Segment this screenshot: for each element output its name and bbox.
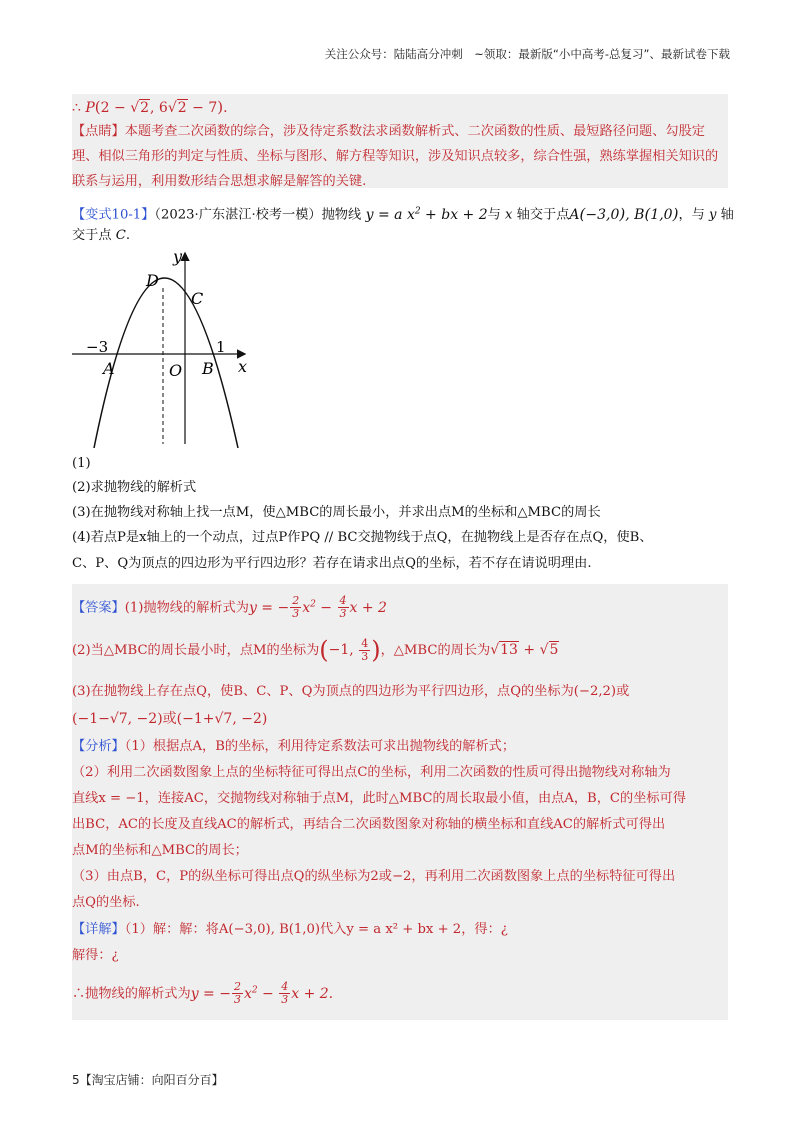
answer-2-text: (2)当△MBC的周长最小时，点M的坐标为 — [72, 643, 320, 658]
variant-equation: y = a $x^2$ + bx + 2 — [361, 206, 488, 223]
label-B: B — [202, 359, 214, 378]
analysis-p1: （1）根据点A，B的坐标，利用待定系数法可求出抛物线的解析式； — [124, 739, 516, 754]
label-y: y — [173, 248, 183, 266]
variant-stem-b: 与 x 轴交于点 — [487, 207, 570, 223]
analysis-2a: （2）利用二次函数图象上点的坐标特征可得出点C的坐标，利用二次函数的性质可得出抛物线对称轴为 — [72, 765, 671, 780]
detail-l1: （1）解：解：将A(−3,0), B(1,0)代入y = a x² + bx + 2，得：¿ — [124, 922, 508, 937]
label-minus3: −3 — [86, 338, 109, 356]
label-O: O — [169, 361, 183, 380]
page-header: 关注公众号：陆陆高分冲刺 ~领取：最新版“小中高考-总复习”、最新试卷下载 — [324, 47, 730, 61]
detail-l3-eq: y = − $\frac{2}{3}$ $x^2$ − $\frac{4}{3}$ x + 2. — [190, 980, 334, 1007]
page-footer — [72, 1071, 224, 1088]
answer-tag: 【答案】 — [72, 600, 125, 616]
analysis-3a: （3）由点B，C，P的纵坐标可得出点Q的纵坐标为2或−2，再利用二次函数图象上点的坐标特征可得出 — [72, 869, 676, 884]
variant-stem-line2: 交于点 C. — [72, 228, 131, 243]
detail-2: 解得：¿ — [72, 948, 119, 963]
label-D: D — [146, 271, 159, 290]
variant-points: A(−3,0), B(1,0) — [569, 204, 679, 223]
variant-tag: 【变式10-1】 — [72, 207, 155, 223]
label-x: x — [238, 357, 248, 376]
variant-stem-c: ，与 y 轴 — [678, 207, 734, 223]
detail-tag: 【详解】 — [72, 922, 125, 937]
analysis-2c: 出BC，AC的长度及直线AC的解析式，再结合二次函数图象对称轴的横坐标和直线AC的解析式可得出 — [72, 817, 666, 832]
analysis-tag: 【分析】 — [72, 739, 125, 754]
label-C: C — [191, 289, 204, 308]
page-number: 5 — [72, 1073, 80, 1087]
analysis-2d: 点M的坐标和△MBC的周长； — [72, 843, 248, 858]
question-2: (2)求抛物线的解析式 — [72, 480, 197, 495]
parabola-figure — [66, 248, 266, 448]
answer-1-text: (1)抛物线的解析式为 — [124, 600, 249, 616]
answer-1 — [72, 590, 728, 623]
detail-l3-text: ∴抛物线的解析式为 — [72, 986, 191, 1002]
answer-3-line2: (−1−√7, −2)或(−1+√7, −2) — [72, 711, 268, 727]
answer-1-eq: y = − $\frac{2}{3}$ $x^2$ − $\frac{4}{3}$ x + 2 — [248, 594, 387, 621]
analysis-1 — [72, 735, 728, 759]
answer-2-text2: ，△MBC的周长为 — [380, 643, 491, 658]
question-4: (4)若点P是x轴上的一个动点，过点P作PQ // BC交抛物线于点Q，在抛物线上是否存在点Q，使B、 — [72, 530, 653, 545]
answer-2-val: √13 + √5 — [490, 642, 559, 658]
answer-2-coord: (−1, $\frac{4}{3}$ ) — [319, 636, 381, 664]
comment-tag: 【点睛】 — [72, 124, 125, 139]
detail-3 — [72, 976, 728, 1009]
detail-1 — [72, 918, 728, 942]
analysis-2b: 直线x = −1，连接AC，交抛物线对称轴于点M，此时△MBC的周长取最小值，由点A，B，C的坐标可得 — [72, 791, 686, 806]
conclusion-p: ∴ P(2 − √2, 6√2 − 7). — [72, 98, 228, 116]
answer-2 — [72, 636, 728, 665]
comment-paragraph — [72, 119, 728, 194]
question-1: (1) — [72, 456, 91, 471]
comment-text: 本题考查二次函数的综合，涉及待定系数法求函数解析式、二次函数的性质、最短路径问题、勾股定理、相似三角形的判定与性质、坐标与图形、解方程等知识，涉及知识点较多，综合性强，熟练掌握相关知识的联系与运用，利用数形结合思想求解是解答的关键. — [72, 124, 719, 189]
label-one: 1 — [216, 338, 226, 356]
previous-solution-block — [72, 94, 728, 188]
answer-3-line1: (3)在抛物线上存在点Q，使B、C、P、Q为顶点的四边形为平行四边形，点Q的坐标为(−2,2)或 — [72, 684, 630, 699]
analysis-3b: 点Q的坐标. — [72, 895, 140, 910]
shop-label: 【淘宝店铺：向阳百分百】 — [79, 1073, 224, 1087]
question-3: (3)在抛物线对称轴上找一点M，使△MBC的周长最小，并求出点M的坐标和△MBC的周长 — [72, 505, 601, 520]
variant-source: （2023·广东湛江·校考一模） — [154, 207, 322, 223]
parabola-curve — [94, 278, 238, 448]
variant-stem-a: 抛物线 — [321, 207, 362, 223]
label-A: A — [103, 359, 115, 378]
question-4-cont: C、P、Q为顶点的四边形为平行四边形？若存在请求出点Q的坐标，若不存在请说明理由. — [72, 556, 592, 571]
